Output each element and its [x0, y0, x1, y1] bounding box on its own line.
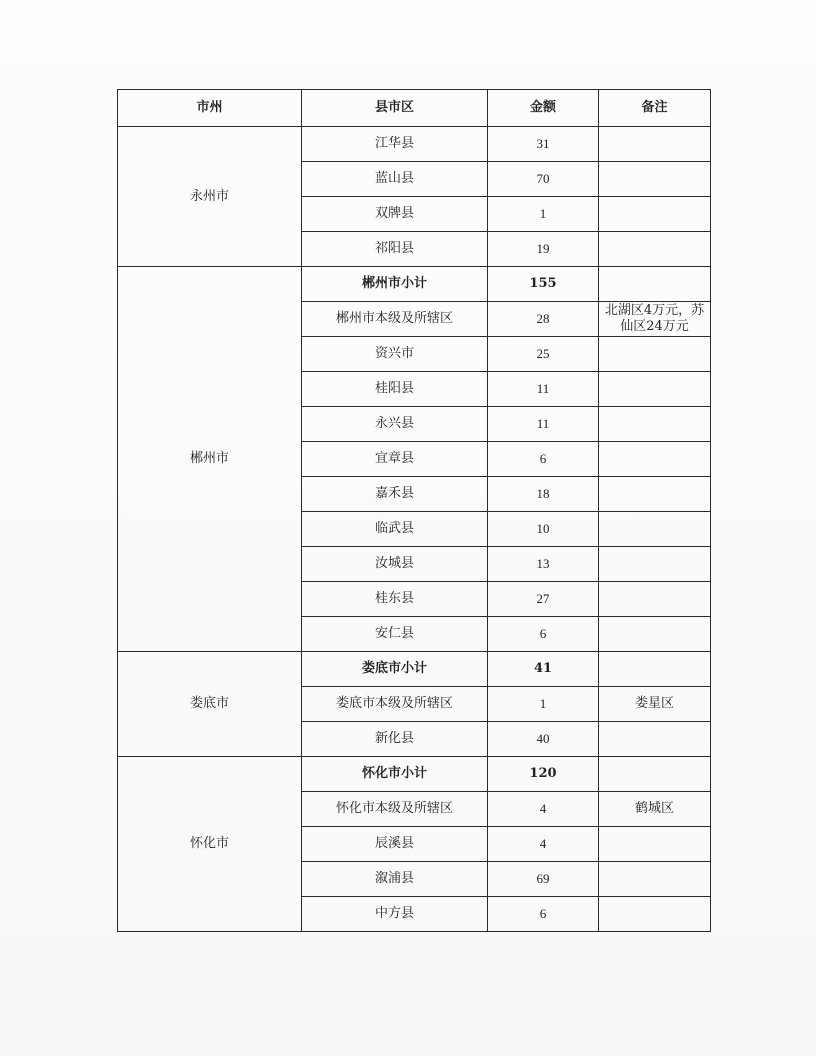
county-cell: 汝城县 — [302, 547, 488, 582]
note-cell — [599, 897, 711, 932]
amount-cell: 25 — [488, 337, 599, 372]
note-cell — [599, 372, 711, 407]
table-body — [118, 127, 711, 932]
county-cell: 祁阳县 — [302, 232, 488, 267]
county-cell: 溆浦县 — [302, 862, 488, 897]
note-cell — [599, 197, 711, 232]
amount-cell: 1 — [488, 197, 599, 232]
note-cell — [599, 862, 711, 897]
note-cell — [599, 512, 711, 547]
county-cell: 临武县 — [302, 512, 488, 547]
county-cell: 永兴县 — [302, 407, 488, 442]
note-cell — [599, 337, 711, 372]
note-cell — [599, 127, 711, 162]
city-cell: 永州市 — [118, 127, 302, 267]
note-cell — [599, 442, 711, 477]
county-cell: 桂阳县 — [302, 372, 488, 407]
county-cell: 蓝山县 — [302, 162, 488, 197]
amount-cell: 31 — [488, 127, 599, 162]
city-cell: 娄底市 — [118, 652, 302, 757]
table-row — [118, 127, 711, 162]
amount-cell: 4 — [488, 792, 599, 827]
county-cell: 安仁县 — [302, 617, 488, 652]
subtotal-amount-cell: 41 — [488, 652, 599, 687]
note-cell — [599, 407, 711, 442]
amount-cell: 6 — [488, 897, 599, 932]
amount-cell: 28 — [488, 302, 599, 337]
note-cell — [599, 652, 711, 687]
county-cell: 娄底市本级及所辖区 — [302, 687, 488, 722]
note-cell — [599, 547, 711, 582]
subtotal-amount-cell: 120 — [488, 757, 599, 792]
county-cell: 嘉禾县 — [302, 477, 488, 512]
note-cell: 北湖区4万元，苏仙区24万元 — [599, 302, 711, 337]
subtotal-label-cell: 郴州市小计 — [302, 267, 488, 302]
county-cell: 桂东县 — [302, 582, 488, 617]
header-county: 县市区 — [302, 90, 488, 127]
subtotal-label-cell: 娄底市小计 — [302, 652, 488, 687]
amount-cell: 4 — [488, 827, 599, 862]
note-cell: 娄星区 — [599, 687, 711, 722]
note-cell — [599, 267, 711, 302]
note-cell — [599, 232, 711, 267]
note-cell — [599, 162, 711, 197]
county-cell: 新化县 — [302, 722, 488, 757]
table-row — [118, 652, 711, 687]
amount-cell: 13 — [488, 547, 599, 582]
note-cell — [599, 757, 711, 792]
city-cell: 怀化市 — [118, 757, 302, 932]
amount-cell: 69 — [488, 862, 599, 897]
table-row — [118, 757, 711, 792]
county-cell: 江华县 — [302, 127, 488, 162]
amount-cell: 40 — [488, 722, 599, 757]
amount-cell: 19 — [488, 232, 599, 267]
amount-cell: 27 — [488, 582, 599, 617]
amount-cell: 11 — [488, 372, 599, 407]
amount-cell: 70 — [488, 162, 599, 197]
amount-cell: 18 — [488, 477, 599, 512]
note-cell — [599, 827, 711, 862]
table-row — [118, 267, 711, 302]
county-cell: 宜章县 — [302, 442, 488, 477]
header-amount: 金额 — [488, 90, 599, 127]
header-city: 市州 — [118, 90, 302, 127]
county-cell: 双牌县 — [302, 197, 488, 232]
amount-cell: 1 — [488, 687, 599, 722]
note-cell — [599, 477, 711, 512]
note-cell — [599, 582, 711, 617]
subtotal-amount-cell: 155 — [488, 267, 599, 302]
fund-allocation-table — [117, 89, 711, 932]
note-cell — [599, 722, 711, 757]
county-cell: 辰溪县 — [302, 827, 488, 862]
note-cell: 鹤城区 — [599, 792, 711, 827]
county-cell: 资兴市 — [302, 337, 488, 372]
table-header-row — [118, 90, 711, 127]
amount-cell: 10 — [488, 512, 599, 547]
amount-cell: 6 — [488, 617, 599, 652]
subtotal-label-cell: 怀化市小计 — [302, 757, 488, 792]
amount-cell: 11 — [488, 407, 599, 442]
note-cell — [599, 617, 711, 652]
county-cell: 郴州市本级及所辖区 — [302, 302, 488, 337]
county-cell: 中方县 — [302, 897, 488, 932]
city-cell: 郴州市 — [118, 267, 302, 652]
county-cell: 怀化市本级及所辖区 — [302, 792, 488, 827]
header-note: 备注 — [599, 90, 711, 127]
amount-cell: 6 — [488, 442, 599, 477]
